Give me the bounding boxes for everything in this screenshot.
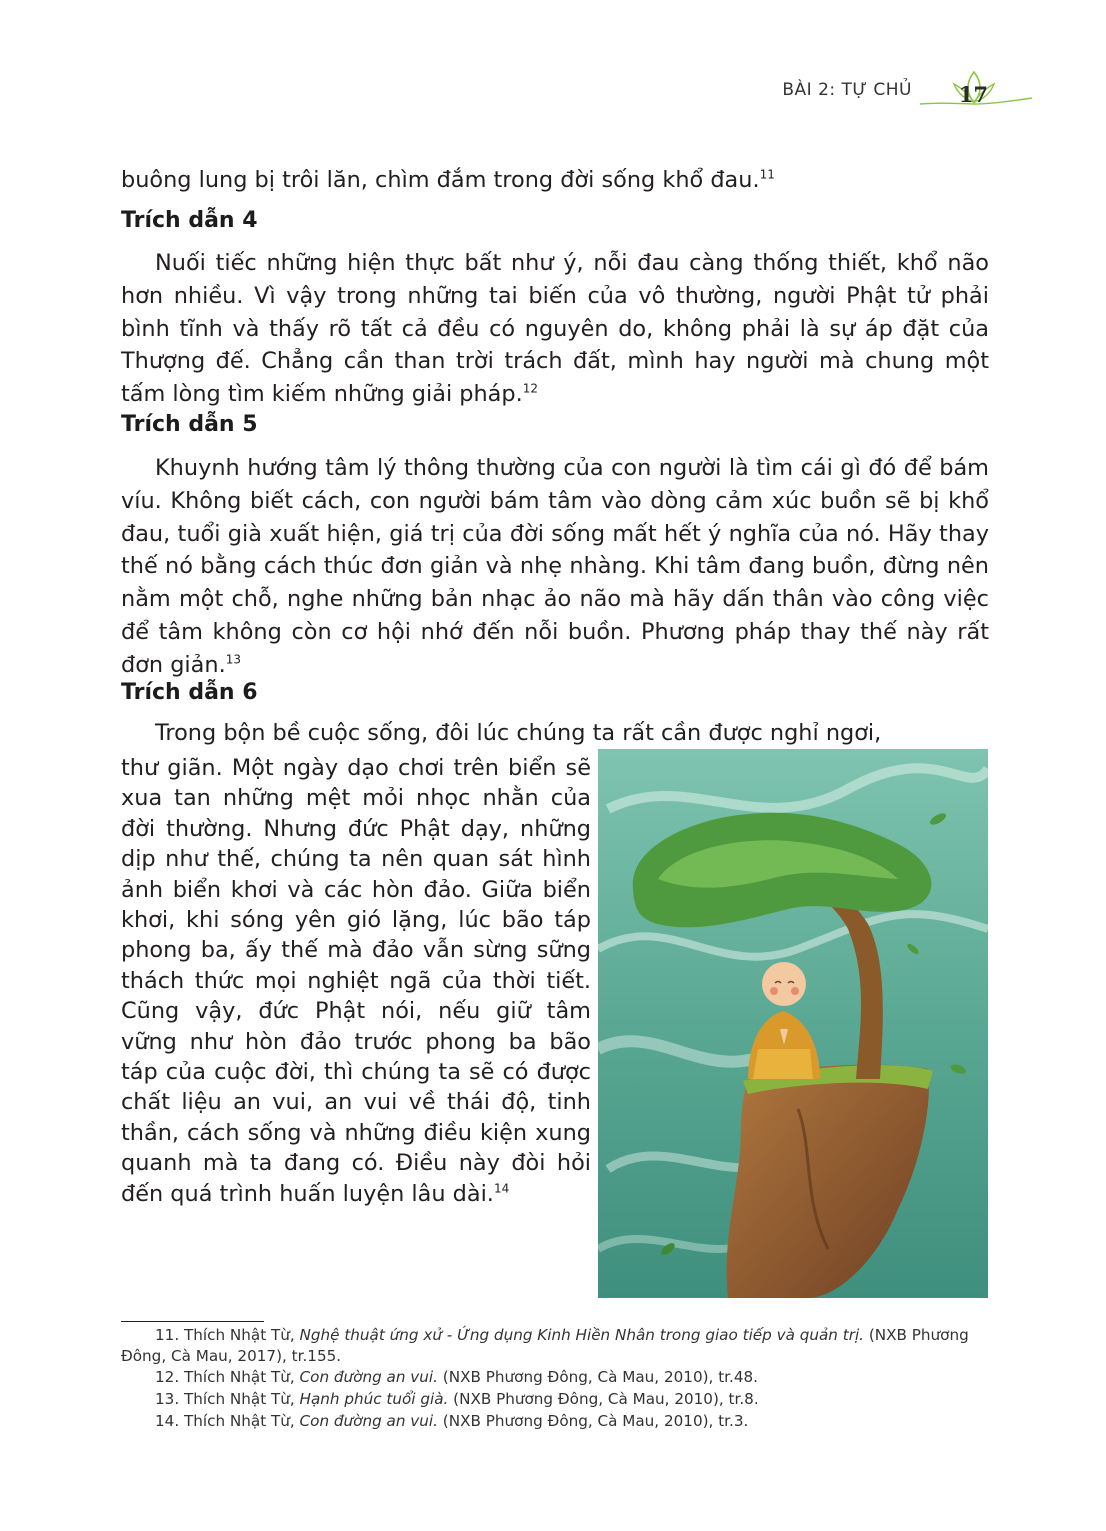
paragraph-quote-6-first-line: Trong bộn bề cuộc sống, đôi lúc chúng ta rất cần được nghỉ ngơi,	[155, 720, 882, 746]
footnote-ref: 12	[522, 381, 539, 396]
paragraph-quote-6: thư giãn. Một ngày dạo chơi trên biển sẽ xua tan những mệt mỏi nhọc nhằn của đời thường. Nhưng đức Phật dạy, những dịp như thế, chúng ta nên quan sát hình ảnh biển khơi và các hòn đảo. Giữa biển khơi, khi sóng yên gió lặng, lúc bão táp phong ba, ấy thế mà đảo vẫn sừng sững thách thức mọi nghiệt ngã của thời tiết. Cũng vậy, đức Phật nói, nếu giữ tâm vững như hòn đảo trước phong ba bão táp của cuộc đời, thì chúng ta sẽ có được chất liệu an vui, an vui về thái độ, tinh thần, cách sống và những điều kiện xung quanh mà ta đang có. Điều này đòi hỏi đến quá trình huấn luyện lâu dài.$^{14}$	[121, 755, 591, 1207]
footnote-ref: 14	[493, 1181, 510, 1196]
monk-meditating-under-tree-illustration	[598, 749, 988, 1298]
chapter-title: BÀI 2: TỰ CHỦ	[782, 80, 912, 100]
paragraph-quote-4: Nuối tiếc những hiện thực bất như ý, nỗi đau càng thống thiết, khổ não hơn nhiều. Vì vậy trong những tai biến của vô thường, người Phật tử phải bình tĩnh và thấy rõ tất cả đều có nguyên do, không phải là sự áp đặt của Thượng đế. Chẳng cần than trời trách đất, mình hay người mà chung một tấm lòng tìm kiếm những giải pháp.$^{12}$	[121, 250, 989, 408]
paragraph-intro: buông lung bị trôi lăn, chìm đắm trong đời sống khổ đau.$^{11}$	[121, 167, 775, 193]
footnote-ref: 13	[225, 652, 241, 667]
footnote-12: 12. Thích Nhật Từ, Con đường an vui. (NXB Phương Đông, Cà Mau, 2010), tr.48.	[155, 1368, 758, 1386]
heading-quote-5: Trích dẫn 5	[121, 412, 258, 437]
paragraph-quote-5: Khuynh hướng tâm lý thông thường của con người là tìm cái gì đó để bám víu. Không biết cách, con người bám tâm vào dòng cảm xúc buồn sẽ bị khổ đau, tuổi già xuất hiện, giá trị của đời sống mất hết ý nghĩa của nó. Hãy thay thế nó bằng cách thúc đơn giản và nhẹ nhàng. Khi tâm đang buồn, đừng nên nằm một chỗ, nghe những bản nhạc ảo não mà hãy dấn thân vào công việc để tâm không còn cơ hội nhớ đến nỗi buồn. Phương pháp thay thế này rất đơn giản.$^{13}$	[121, 455, 989, 678]
heading-quote-4: Trích dẫn 4	[121, 208, 258, 233]
page-header	[694, 70, 1034, 110]
heading-quote-6: Trích dẫn 6	[121, 680, 258, 705]
footnote-14: 14. Thích Nhật Từ, Con đường an vui. (NXB Phương Đông, Cà Mau, 2010), tr.3.	[155, 1412, 749, 1430]
footnote-11: 11. Thích Nhật Từ, Nghệ thuật ứng xử - Ứng dụng Kinh Hiền Nhân trong giao tiếp và quản trị. (NXB Phương Đông, Cà Mau, 2017), tr.155.	[121, 1326, 969, 1365]
footnote-ref: 11	[759, 167, 775, 182]
page-number: 17	[958, 82, 988, 107]
footnote-separator	[121, 1321, 264, 1322]
footnote-13: 13. Thích Nhật Từ, Hạnh phúc tuổi già. (NXB Phương Đông, Cà Mau, 2010), tr.8.	[155, 1390, 759, 1408]
